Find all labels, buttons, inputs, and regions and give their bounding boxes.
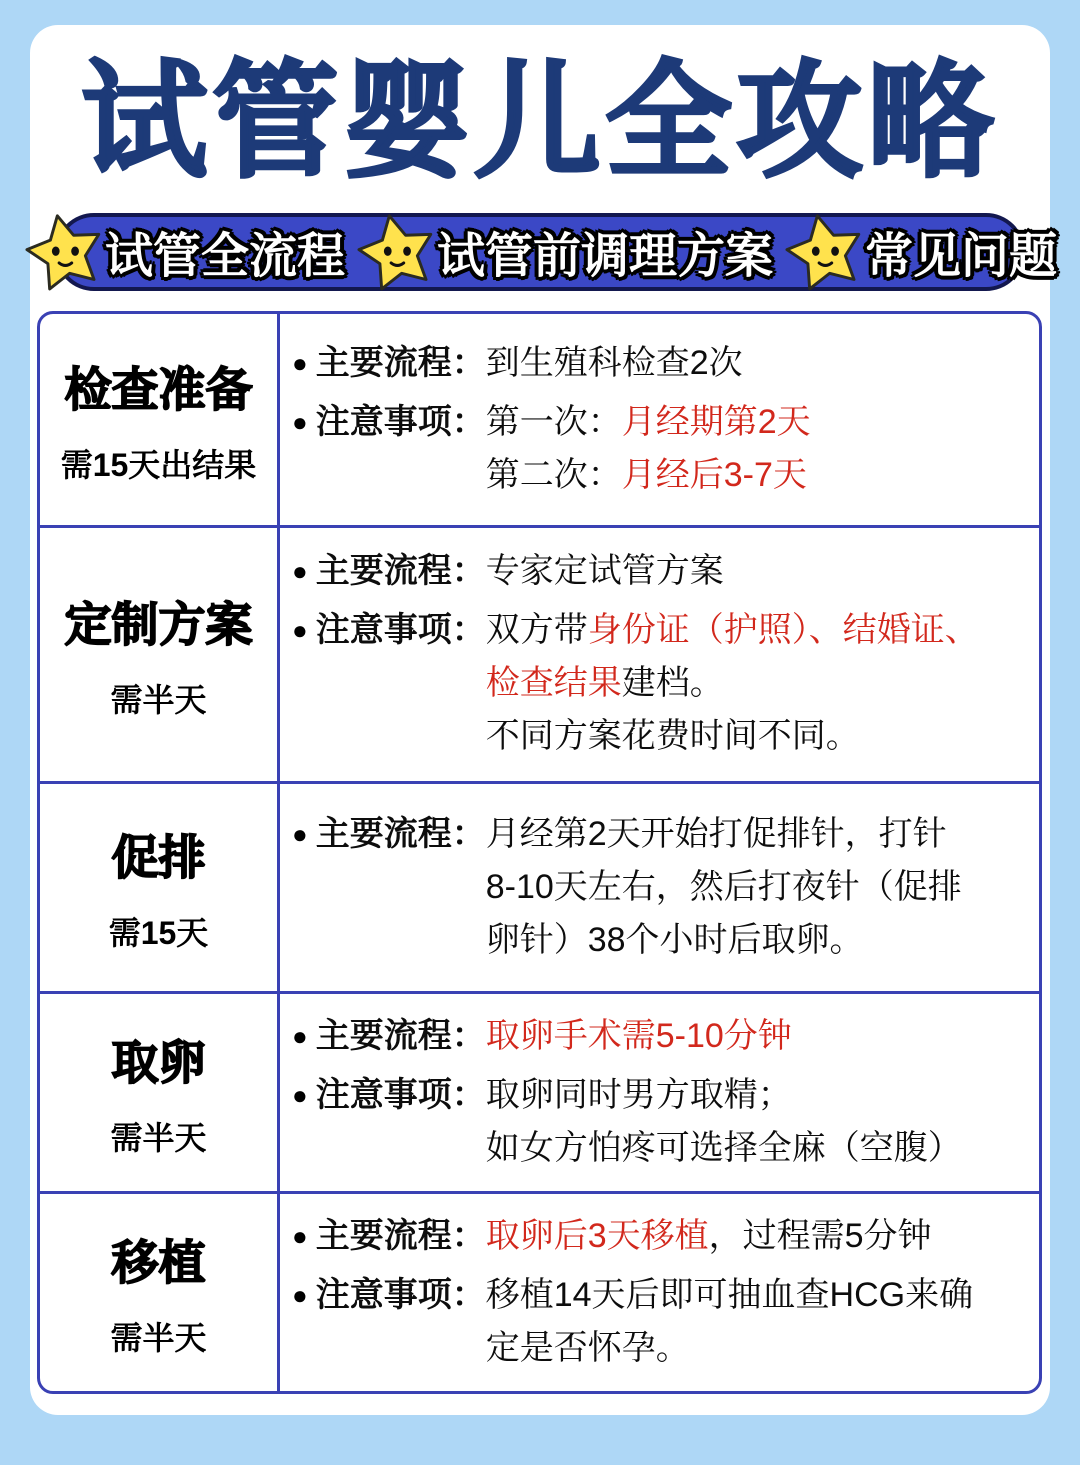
item-label: 注意事项： [315,402,486,441]
stage-cell [40,1194,280,1391]
stage-name: 促排 [111,830,206,884]
stage-duration: 需15天出结果 [60,446,257,483]
detail-text: 取卵同时男方取精； [485,1075,792,1114]
detail-text: 到生殖科检查2次 [485,343,743,382]
bullet-icon: ● [292,406,308,437]
bullet-icon: ● [292,1279,308,1310]
stage-duration: 需15天 [108,914,209,951]
bullet-item [292,1010,1029,1063]
detail-text: 8-10天左右，然后打夜针（促排 [485,867,962,906]
detail-text: ，过程需5分钟 [708,1216,932,1255]
table-row [40,314,1039,525]
item-content [486,545,1029,598]
item-content [486,1069,1029,1175]
highlighted-text: 检查结果 [485,664,622,702]
bullet-item [292,1069,1029,1175]
bullet-item [292,1210,1029,1263]
bullet-icon: ● [292,1079,308,1110]
process-table [37,311,1042,1394]
bullet-item [292,545,1029,598]
item-content [486,1269,1029,1375]
bullet-icon: ● [292,818,308,849]
bullet-icon: ● [292,556,308,586]
highlighted-text: 月经后3-7天 [621,455,807,494]
highlighted-text: 取卵后3天移植 [485,1216,709,1255]
item-label: 主要流程： [315,814,486,853]
item-label: 主要流程： [315,1016,486,1055]
stage-cell [40,314,280,525]
item-content [486,1010,1029,1063]
table-row [40,1191,1039,1391]
detail-text: 不同方案花费时间不同。 [485,717,860,755]
stage-cell [40,528,280,781]
stage-duration: 需半天 [110,1319,207,1356]
stage-name: 检查准备 [64,362,253,416]
stage-duration: 需半天 [110,681,207,718]
bullet-item [292,1269,1029,1375]
item-label: 主要流程： [315,1216,486,1255]
details-cell [280,1194,1039,1391]
item-content [486,604,1029,763]
detail-text: 移植14天后即可抽血查HCG来确 [485,1275,974,1314]
item-label: 注意事项： [315,611,486,649]
banner-item-faq [783,217,1057,286]
highlighted-text: 身份证（护照）、结婚证、 [587,611,979,649]
details-cell [280,528,1039,781]
bullet-item [292,396,1029,502]
banner-label: 试管前调理方案 [437,230,774,283]
item-label: 主要流程： [315,343,486,382]
star-face-icon [355,210,439,294]
item-content [486,808,1029,967]
details-cell [280,994,1039,1191]
topic-banner [55,213,1058,291]
table-row [40,525,1039,781]
detail-text: 定是否怀孕。 [485,1328,690,1367]
item-content [486,1210,1029,1263]
item-content [486,396,1029,502]
stage-name: 取卵 [111,1035,206,1089]
detail-text: 建档。 [621,664,724,702]
details-cell [280,784,1039,991]
detail-text: 第二次： [485,455,622,494]
bullet-item [292,604,1029,763]
highlighted-text: 月经期第2天 [621,402,811,441]
bullet-icon: ● [292,615,308,645]
table-row [40,781,1039,991]
detail-text: 如女方怕疼可选择全麻（空腹） [485,1128,962,1167]
table-row [40,991,1039,1191]
bullet-item [292,337,1029,390]
bullet-item [292,808,1029,967]
detail-text: 第一次： [485,402,622,441]
banner-item-preparation [355,217,773,286]
star-face-icon [23,210,107,294]
stage-cell [40,994,280,1191]
stage-name: 定制方案 [64,597,253,651]
stage-duration: 需半天 [110,1119,207,1156]
bullet-icon: ● [292,1020,308,1051]
item-label: 主要流程： [315,552,486,590]
banner-item-process [23,217,345,286]
highlighted-text: 取卵手术需5-10分钟 [485,1016,792,1055]
bullet-icon: ● [292,1220,308,1251]
poster-card [30,25,1058,1415]
detail-text: 双方带 [485,611,588,649]
stage-cell [40,784,280,991]
page-title: 试管婴儿全攻略 [81,51,999,192]
stage-name: 移植 [111,1235,206,1289]
banner-label: 试管全流程 [104,230,345,283]
star-face-icon [783,210,867,294]
detail-text: 专家定试管方案 [485,552,724,590]
banner-label: 常见问题 [865,230,1058,283]
item-content [486,337,1029,390]
bullet-icon: ● [292,347,308,378]
details-cell [280,314,1039,525]
detail-text: 卵针）38个小时后取卵。 [485,920,864,959]
item-label: 注意事项： [315,1075,486,1114]
item-label: 注意事项： [315,1275,486,1314]
detail-text: 月经第2天开始打促排针，打针 [485,814,947,853]
